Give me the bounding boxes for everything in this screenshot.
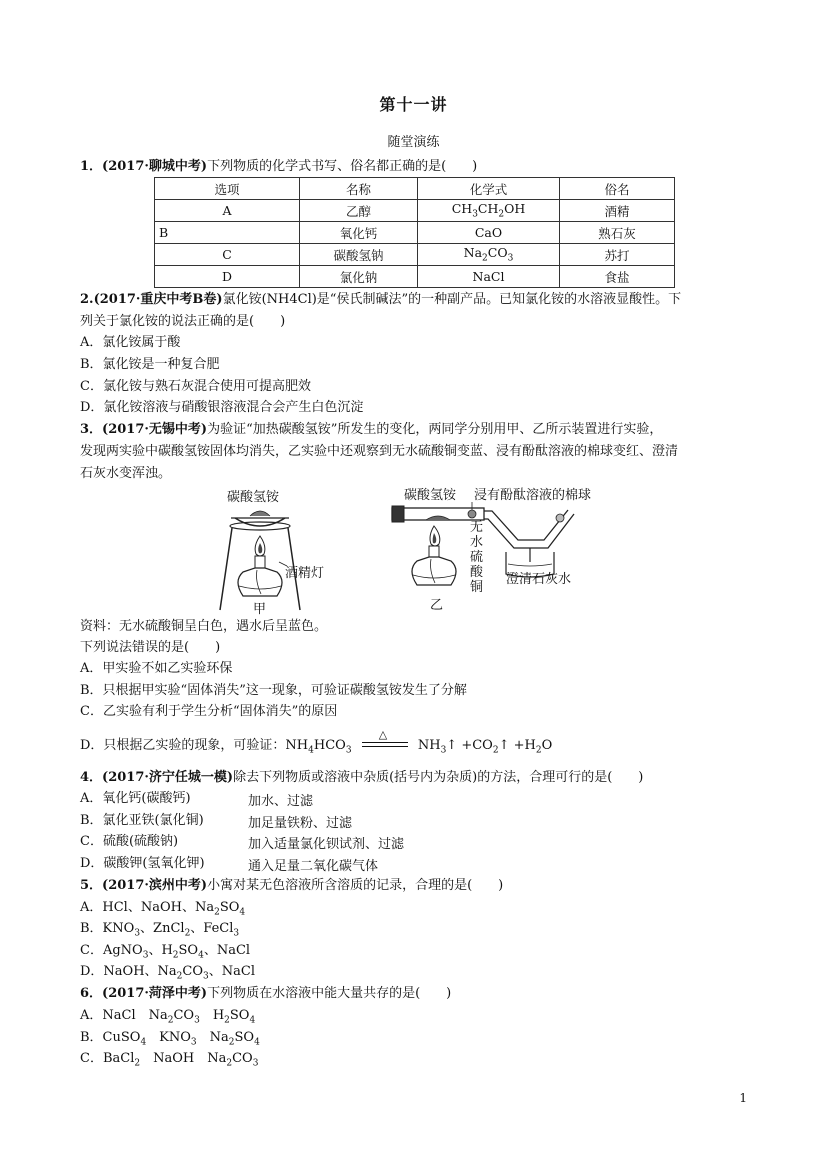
option-a: A．甲实验不如乙实验环保 (80, 661, 233, 676)
option-a-method: 加水、过滤 (248, 794, 314, 809)
question-text: 为验证“加热碳酸氢铵”所发生的变化，两同学分别用甲、乙所示装置进行实验， (207, 422, 663, 437)
option-c: C．BaCl$_2$ NaOH $Na_2CO_3$ (80, 1051, 259, 1069)
table-cell: A (155, 200, 300, 222)
option-d-method: 通入足量二氧化碳气体 (248, 859, 379, 874)
table-header-row (155, 178, 675, 200)
option-d: D．NaOH、$Na_2CO_3$、NaCl (80, 964, 255, 982)
option-a: A．氯化铵属于酸 (80, 335, 181, 350)
table-header: 名称 (300, 178, 418, 200)
figure-yi-caption: 乙 (430, 598, 444, 613)
question-text: 下列物质的化学式书写、俗名都正确的是( ) (207, 159, 478, 174)
label-phenolphthalein-cotton: 浸有酚酞溶液的棉球 (474, 488, 592, 503)
question-number: 3． (80, 422, 103, 437)
question-number: 2. (80, 292, 94, 307)
table-header: 俗名 (560, 178, 675, 200)
table-row (155, 200, 675, 222)
apparatus-yi-figure (388, 482, 628, 617)
table-cell: 氧化钙 (300, 222, 418, 244)
table-row (155, 266, 675, 288)
table-cell: D (155, 266, 300, 288)
option-a: A．氧化钙(碳酸钙) (80, 791, 191, 806)
option-b: B．$KNO_3$、ZnCl$_2$、FeCl$_3$ (80, 921, 240, 939)
table-cell: 氯化钠 (300, 266, 418, 288)
table-cell: 碳酸氢钠 (300, 244, 418, 266)
question-number: 4． (80, 770, 103, 785)
question-source: (2017·菏泽中考) (102, 986, 208, 1001)
question-number: 5． (80, 878, 103, 893)
table-cell: $Na_2CO_3$ (418, 244, 560, 266)
option-d-products: $NH_3↑$ $+CO_2↑ +H_2O$ (417, 737, 553, 756)
option-b-method: 加足量铁粉、过滤 (248, 816, 353, 831)
table-row (155, 244, 675, 266)
question-3-stem-line2: 发现两实验中碳酸氢铵固体均消失，乙实验中还观察到无水硫酸铜变蓝、浸有酚酞溶液的棉球变红、澄清 (80, 444, 679, 459)
table-cell: C (155, 244, 300, 266)
question-source: (2017·无锡中考) (102, 422, 208, 437)
label-ammonium-bicarbonate-yi: 碳酸氢铵 (404, 488, 457, 503)
label-limewater: 澄清石灰水 (506, 572, 572, 587)
option-a: A．NaCl $Na_2CO_3$ $H_2SO_4$ (80, 1008, 256, 1026)
option-c: C．氯化铵与熟石灰混合使用可提高肥效 (80, 379, 311, 394)
question-3-ask: 下列说法错误的是( ) (80, 640, 221, 655)
table-header: 化学式 (418, 178, 560, 200)
question-text: 氯化铵(NH4Cl)是“侯氏制碱法”的一种副产品。已知氯化铵的水溶液显酸性。下 (222, 292, 682, 307)
question-source: (2017·济宁任城一模) (102, 770, 234, 785)
table-header: 选项 (155, 178, 300, 200)
question-2-stem-line2: 列关于氯化铵的说法正确的是( ) (80, 314, 286, 329)
table-cell: 食盐 (560, 266, 675, 288)
label-alcohol-lamp: 酒精灯 (285, 566, 325, 581)
question-text: 除去下列物质或溶液中杂质(括号内为杂质)的方法，合理可行的是( ) (233, 770, 644, 785)
option-d: D．氯化铵溶液与硝酸银溶液混合会产生白色沉淀 (80, 400, 364, 415)
apparatus-jia-drawing (205, 486, 345, 614)
question-3-stem-line3: 石灰水变浑浊。 (80, 466, 172, 481)
question-3-info: 资料：无水硫酸铜呈白色，遇水后呈蓝色。 (80, 619, 328, 634)
option-d-text: D．只根据乙实验的现象，可验证：$NH_4HCO_3$ (80, 737, 352, 756)
question-1-table (154, 177, 675, 288)
section-subtitle: 随堂演练 (387, 135, 440, 150)
question-source: (2017·滨州中考) (102, 878, 208, 893)
question-5-stem (80, 877, 503, 895)
table-cell: 苏打 (560, 244, 675, 266)
page-number: 1 (739, 1091, 747, 1105)
option-c: C．乙实验有利于学生分析“固体消失”的原因 (80, 704, 338, 719)
table-cell: 熟石灰 (560, 222, 675, 244)
label-anhydrous-copper-sulfate: 无水硫酸铜 (470, 520, 484, 595)
question-2-stem-line1 (80, 291, 681, 309)
question-1-stem (80, 158, 477, 176)
option-b: B．氯化亚铁(氯化铜) (80, 813, 204, 828)
table-cell: $CH_3CH_2OH$ (418, 200, 560, 222)
table-cell: NaCl (418, 266, 560, 288)
question-number: 6． (80, 986, 103, 1001)
question-source: (2017·聊城中考) (102, 159, 208, 174)
option-b: B．只根据甲实验“固体消失”这一现象，可验证碳酸氢铵发生了分解 (80, 683, 467, 698)
option-c: C．AgNO$_3$、$H_2SO_4$、NaCl (80, 943, 251, 961)
question-4-stem (80, 769, 643, 787)
question-text: 小寓对某无色溶液所含溶质的记录，合理的是( ) (207, 878, 504, 893)
heat-symbol: △ (378, 728, 388, 741)
question-3-stem-line1 (80, 421, 662, 439)
figure-jia-caption: 甲 (253, 602, 267, 617)
label-ammonium-bicarbonate: 碳酸氢铵 (227, 490, 280, 505)
option-b: B．CuSO$_4$ $KNO_3$ $Na_2SO_4$ (80, 1030, 260, 1048)
table-cell: 乙醇 (300, 200, 418, 222)
option-c-method: 加入适量氯化钡试剂、过滤 (248, 837, 405, 852)
table-cell: 酒精 (560, 200, 675, 222)
question-number: 1． (80, 159, 103, 174)
reaction-arrow (362, 728, 408, 754)
question-source: (2017·重庆中考B卷) (93, 292, 223, 307)
option-d (80, 728, 553, 759)
option-d: D．碳酸钾(氢氧化钾) (80, 856, 205, 871)
option-b: B．氯化铵是一种复合肥 (80, 357, 220, 372)
page-title: 第十一讲 (379, 95, 448, 114)
option-c: C．硫酸(硫酸钠) (80, 834, 179, 849)
table-cell: CaO (418, 222, 560, 244)
apparatus-jia-figure (205, 486, 345, 617)
option-a: A．HCl、NaOH、$Na_2SO_4$ (80, 900, 246, 918)
question-text: 下列物质在水溶液中能大量共存的是( ) (207, 986, 452, 1001)
table-row (155, 222, 675, 244)
table-cell: B (155, 222, 300, 244)
question-6-stem (80, 985, 451, 1003)
